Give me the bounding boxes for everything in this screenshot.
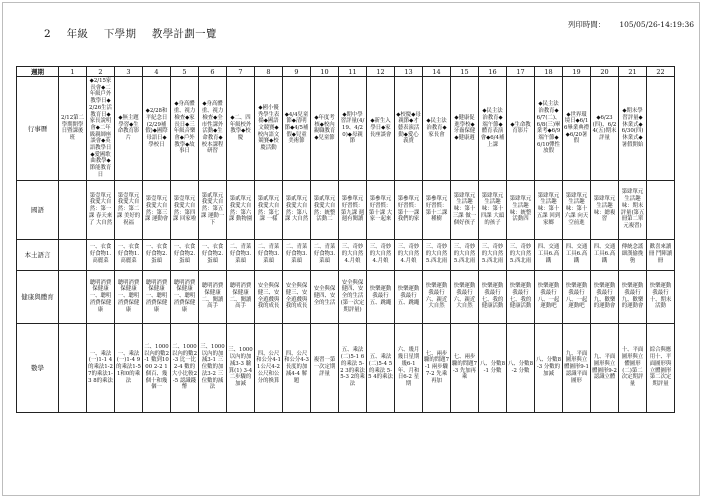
plan-cell-text: ◆校慶◆母親節◆才藝表演活動◆愛心義賣 (396, 111, 421, 145)
plan-cell-text: 一、衣食好食物2.蛋頭 (145, 244, 168, 264)
week-number: 1 (59, 67, 87, 77)
plan-cell (87, 77, 115, 181)
plan-cell-text: 聰明消費保健康一、聰明消費保健康 (89, 279, 112, 313)
plan-cell (339, 270, 367, 323)
plan-cell-text: 三、奇妙的大自然5.西北雨 (453, 244, 476, 264)
plan-cell (423, 180, 451, 239)
plan-cell-text: 二、青菜好食物3.菜頭 (229, 244, 252, 264)
plan-cell (199, 323, 227, 412)
plan-cell (535, 239, 563, 270)
plan-cell-text: ◆6/23(四)、6/24(五)期末評量 (592, 114, 617, 141)
week-number: 21 (619, 67, 647, 77)
week-number: 10 (311, 67, 339, 77)
week-row (17, 67, 675, 77)
plan-cell (59, 180, 87, 239)
week-number: 13 (395, 67, 423, 77)
plan-cell-text: 八、分數8-1 分數 (480, 360, 505, 374)
plan-cell-text: 第肆單元生活趣味：第十四課 大頭的孩子 (480, 192, 505, 226)
subject-label: 數學 (17, 323, 59, 412)
plan-cell-text: 快樂運動我最行六、親近大自然 (425, 283, 448, 310)
plan-cell-text: ◆民主法治教育◆家長會 (426, 118, 447, 138)
plan-cell-text: 第貳單元我愛大自然：第七課 一樣 (257, 196, 280, 223)
plan-cell-text (59, 254, 86, 256)
plan-cell-text: ◆期末學習評量◆休業式◆6/30(四)休業式◆暑假開始 (621, 108, 644, 148)
plan-cell-text: 第貳單元我愛大自然：第六課 動物園 (228, 196, 253, 223)
plan-cell (255, 77, 283, 181)
plan-cell-text: ◆4/4兒童節◆清明節◆4/5補假◆兒童美術節 (284, 111, 309, 145)
plan-cell (171, 239, 199, 270)
plan-cell (479, 180, 507, 239)
plan-cell (283, 77, 311, 181)
week-number: 9 (283, 67, 311, 77)
plan-cell-text: 第參單元好習慣：第九課 週週有閱讀 (340, 196, 365, 223)
plan-cell-text: ◆新生入學日◆家長座談會 (369, 118, 392, 138)
plan-cell (59, 239, 87, 270)
plan-cell-text: 四、交通工具6.高鐵 (593, 244, 616, 264)
subject-label: 行事曆 (17, 77, 59, 181)
print-time (568, 19, 694, 30)
plan-cell (283, 323, 311, 412)
plan-cell (143, 270, 171, 323)
plan-cell (199, 270, 227, 323)
plan-cell (255, 323, 283, 412)
plan-cell (199, 239, 227, 270)
plan-cell-text: 聰明消費保健康一、聰明消費保健康 (145, 279, 168, 313)
plan-cell-text: 聰明消費保健康二、閱讀高手 (201, 283, 224, 310)
plan-cell-text: 三、奇妙的大自然5.西北雨 (425, 244, 448, 264)
print-time-value: 105/05/26-14:19:36 (619, 20, 694, 29)
subject-label: 本土語言 (17, 239, 59, 270)
plan-cell (283, 180, 311, 239)
week-number: 20 (591, 67, 619, 77)
plan-cell-text: 安全與保健三、安全遊戲與我的成長 (285, 283, 308, 310)
plan-cell-text: 快樂運動我最行九、歡樂的運動會 (621, 283, 644, 310)
plan-cell (451, 239, 479, 270)
plan-cell (423, 323, 451, 412)
plan-cell (619, 323, 647, 412)
plan-cell-text: 四、交通工具6.高鐵 (565, 244, 588, 264)
week-number: 15 (451, 67, 479, 77)
plan-cell (619, 270, 647, 323)
plan-cell (647, 323, 675, 412)
plan-cell-text: ◆年度考核◆校內親職教育◆兒童節 (313, 114, 336, 141)
plan-cell (283, 270, 311, 323)
plan-cell (507, 180, 535, 239)
plan-cell (507, 77, 535, 181)
plan-cell (87, 180, 115, 239)
plan-cell (507, 270, 535, 323)
plan-cell-text: ◆2/15家長會◆二年級戶外教學日◆2/26生活教育日◆家長說明會◆二年級親師座談會◆英語教學日◆愛國歌曲教學◆節能教育日 (89, 78, 112, 178)
plan-cell-text: 快樂運動我最行八、一起運動吧 (537, 283, 560, 310)
plan-cell-text: ◆無主題學習◆生命教育影片 (117, 114, 140, 141)
plan-cell-text: 五、乘法(二)5-1 6的乘法 5-2 3的乘法5-3 2的乘法 (340, 347, 365, 387)
plan-cell-text: ◆2/28和平紀念日(2/29補假)◆國際母語日◆學校日 (145, 108, 168, 148)
plan-cell-text (59, 209, 86, 211)
plan-cell (535, 77, 563, 181)
plan-cell (283, 239, 311, 270)
plan-cell-text: 第肆單元生活趣味：第十三課 做一個好孩子 (452, 192, 477, 226)
grade-number: 2 (44, 28, 51, 40)
plan-cell-text: 四、交通工具6.高鐵 (537, 244, 560, 264)
plan-cell-text: 快樂運動我最行五、跳繩 (397, 286, 420, 306)
plan-cell (143, 77, 171, 181)
native-language-row (17, 239, 675, 270)
plan-cell-text: 第肆單元生活趣味：第十六課 向天空前進 (564, 192, 589, 226)
plan-cell-text: ◆身高體重、視力檢查◆家長日◆三年級音樂會◆戶外教學◆故事日 (173, 101, 196, 155)
plan-cell (563, 77, 591, 181)
plan-cell (367, 239, 395, 270)
week-number: 22 (647, 67, 675, 77)
plan-cell-text: 一、衣食好食物2.蛋頭 (173, 244, 196, 264)
plan-cell-text: 第參單元好習慣：第十課 大家一起來 (368, 196, 393, 223)
plan-cell-text: 第肆單元生活趣味：第十五課 回到家鄉 (536, 192, 561, 226)
plan-cell-text: ◆身高體重、視力檢查◆全市性課外活動◆生命教育◆校本課程研習 (201, 101, 224, 155)
plan-cell (199, 180, 227, 239)
plan-cell (563, 239, 591, 270)
plan-cell (227, 239, 255, 270)
plan-cell-text (647, 209, 674, 211)
plan-cell (367, 270, 395, 323)
plan-cell (171, 323, 199, 412)
plan-cell (395, 270, 423, 323)
plan-cell (591, 180, 619, 239)
plan-cell-text: 快樂運動我最行八、一起運動吧 (565, 283, 588, 310)
plan-cell-text: ◆民主法治教育◆6/7(二)、6/8(三)畢業考◆6/9端午節◆6/10彈性放假 (536, 101, 561, 155)
plan-cell-text (647, 127, 674, 129)
plan-cell-text: 聰明消費保健康二、閱讀高手 (229, 283, 252, 310)
plan-cell (423, 77, 451, 181)
plan-cell (395, 239, 423, 270)
plan-cell-text: ◆國小優秀學生表揚◆國語文競賽◆校內語文競賽◆校慶活動 (257, 104, 280, 152)
plan-cell (367, 323, 395, 412)
plan-cell-text: 三、1000以內的加減3-1 三位數的加法3-2 三位數的減法 (200, 344, 225, 391)
plan-cell (115, 77, 143, 181)
page-title (44, 26, 229, 41)
plan-cell-text: 二、青菜好食物3.菜頭 (313, 244, 336, 264)
plan-cell (59, 77, 87, 181)
week-number: 14 (423, 67, 451, 77)
plan-cell-text: ◆健康促進學校◆牙齒保健◆健康週 (453, 114, 476, 141)
plan-cell (647, 180, 675, 239)
plan-cell-text: 七、兩步驟的問題7-3 先加再乘 (452, 354, 477, 381)
plan-cell (367, 77, 395, 181)
plan-cell (311, 77, 339, 181)
plan-cell (87, 323, 115, 412)
plan-cell-text: 七、兩步驟的問題7-1 兩步驟7-2 先乘再加 (424, 350, 449, 384)
plan-cell (507, 323, 535, 412)
plan-cell (143, 239, 171, 270)
plan-cell (311, 270, 339, 323)
week-number: 3 (115, 67, 143, 77)
plan-cell-text: ◆民主法治教育◆端午節◆體育表演會◆6/4補上課 (480, 108, 505, 148)
week-number: 4 (143, 67, 171, 77)
plan-cell (59, 323, 87, 412)
week-number: 12 (367, 67, 395, 77)
plan-cell-text: 八、分數8-2 分數 (508, 360, 533, 374)
plan-cell-text: 安全與保健四、安全的生活 (313, 286, 336, 306)
plan-cell-text: 快樂運動我最行十、期末活動 (649, 283, 672, 310)
plan-cell (339, 323, 367, 412)
plan-cell-text: 第壹單元我愛大自然：第三課 運動會 (144, 196, 169, 223)
plan-cell (227, 77, 255, 181)
plan-cell-text: 四、公尺和公分4-1 1公尺4-2 公尺和公分的換算 (256, 350, 281, 384)
plan-cell-text: 一、衣食好食物2.蛋頭 (201, 244, 224, 264)
plan-cell-text: 第壹單元我愛大自然：第四課 回家啦 (172, 196, 197, 223)
plan-cell (199, 77, 227, 181)
plan-cell (87, 239, 115, 270)
teaching-plan-table (16, 66, 675, 413)
plan-cell-text: ◆二、四年級校外教學◆校慶 (229, 114, 252, 141)
plan-cell-text: 第貳單元我愛大自然：第八課 大自然 (284, 196, 309, 223)
plan-cell (647, 239, 675, 270)
week-header: 週期 (17, 67, 59, 77)
plan-cell (619, 239, 647, 270)
plan-cell-text: 十、平面圖形與立體圖形(二)第二次定期評量 (621, 347, 644, 387)
plan-cell (507, 239, 535, 270)
plan-cell (451, 77, 479, 181)
plan-cell (535, 323, 563, 412)
plan-cell (255, 270, 283, 323)
week-number: 2 (87, 67, 115, 77)
plan-cell (395, 77, 423, 181)
plan-cell (451, 323, 479, 412)
plan-cell-text: 一、乘法(一)1-1 4的乘法1-2 7的乘法1-3 8的乘法 (88, 350, 113, 384)
plan-cell-text: 三、奇妙的大自然4.月娘 (369, 244, 392, 264)
plan-cell (479, 270, 507, 323)
plan-cell (311, 323, 339, 412)
week-number: 17 (507, 67, 535, 77)
plan-cell (647, 77, 675, 181)
plan-cell-text: 二、青菜好食物3.菜頭 (257, 244, 280, 264)
plan-cell-text: 四、公尺和公分4-3 長度的加減4-4 解題 (284, 350, 309, 384)
plan-cell (591, 270, 619, 323)
plan-cell (227, 270, 255, 323)
plan-cell (227, 180, 255, 239)
plan-cell-text: 聰明消費保健康一、聰明消費保健康 (173, 279, 196, 313)
plan-cell-text: 二、1000以內的數2-1 數到1000 2-2 1個百、幾個十和幾個一 (144, 344, 169, 391)
plan-cell (451, 270, 479, 323)
plan-cell-text: 三、奇妙的大自然4.月娘 (341, 244, 364, 264)
plan-cell (115, 323, 143, 412)
plan-cell (171, 180, 199, 239)
plan-cell (143, 323, 171, 412)
calendar-row (17, 77, 675, 181)
week-number: 19 (563, 67, 591, 77)
plan-cell-text (59, 296, 86, 298)
plan-cell (255, 180, 283, 239)
plan-cell-text: 快樂運動我最行七、我的健康活動 (509, 283, 532, 310)
plan-cell (143, 180, 171, 239)
plan-cell (451, 180, 479, 239)
plan-cell-text: 快樂運動我最行九、歡樂的運動會 (593, 283, 616, 310)
plan-cell-text: 聰明消費保健康一、聰明消費保健康 (117, 279, 140, 313)
plan-cell (619, 180, 647, 239)
plan-cell-text: ◆生命教育影片 (510, 121, 531, 135)
plan-cell-text: 第肆單元生活趣味：統整活動四 (509, 196, 532, 223)
plan-cell-text: 三、1000以內的加減3-3 驗算(1) 3-4 二步驟的加減 (228, 347, 253, 387)
plan-cell (395, 323, 423, 412)
plan-cell-text: 安全與保健四、安全的生活(第一次定期評量) (340, 279, 365, 313)
plan-cell (87, 270, 115, 323)
plan-cell (619, 77, 647, 181)
plan-cell-text: 第貳單元我愛大自然：第五課 運動一下 (200, 192, 225, 226)
plan-cell (563, 323, 591, 412)
plan-cell (255, 239, 283, 270)
plan-cell-text: 快樂運動我最行七、我的健康活動 (481, 283, 504, 310)
plan-cell-text: 九、平面圖形與立體圖形9-2 認識立體 (592, 354, 617, 381)
plan-cell-text: 快樂運動我最行五、跳繩 (369, 286, 392, 306)
plan-cell-text: 第貳單元我愛大自然：統整活動二 (313, 196, 336, 223)
plan-cell (171, 77, 199, 181)
week-number: 18 (535, 67, 563, 77)
plan-cell (395, 180, 423, 239)
plan-cell (647, 270, 675, 323)
plan-cell-text: 五、乘法(二)5-4 5的乘法 5-5 4的乘法 (368, 354, 393, 381)
plan-cell-text: 二、1000以內的數2-3 比一比2-4 數的大小比較2-5 認識錢幣 (172, 344, 197, 391)
plan-cell (563, 180, 591, 239)
plan-cell-text: 三、奇妙的大自然5.西北雨 (509, 244, 532, 264)
plan-cell (423, 270, 451, 323)
plan-cell (171, 270, 199, 323)
plan-cell (535, 270, 563, 323)
plan-cell-text: 三、奇妙的大自然4.月娘 (397, 244, 420, 264)
plan-cell-text: 歡喜來讀冊 鬥陣讀冊 (648, 244, 673, 264)
plan-cell (591, 77, 619, 181)
plan-cell-text: ◆期中學習評量(4/19、4/20)◆母親節 (340, 111, 365, 145)
plan-cell-text: 一、衣食好食物1.高麗菜 (89, 244, 112, 264)
plan-cell-text: ◆世界環境日◆6/16畢業典禮◆6/20暑假 (564, 111, 589, 145)
plan-cell-text: 第肆單元生活趣味：總複習 (593, 196, 616, 223)
plan-cell-text: 一、乘法(一)1-4 9的乘法1-5 1和0的乘法 (116, 350, 141, 384)
week-number: 8 (255, 67, 283, 77)
plan-cell (115, 270, 143, 323)
print-time-label: 列印時間： (567, 20, 606, 29)
plan-cell (479, 77, 507, 181)
plan-cell (59, 270, 87, 323)
plan-cell (479, 239, 507, 270)
plan-cell-text: 八、分數8-3 分數的加減 (536, 357, 561, 377)
plan-cell-text: 二、青菜好食物3.菜頭 (285, 244, 308, 264)
week-number: 6 (199, 67, 227, 77)
plan-cell (535, 180, 563, 239)
plan-cell-text: 第壹單元我愛大自然：第一課 春天來了 大自然 (88, 192, 113, 226)
plan-cell-text: 第參單元好習慣：第十二課 種樹 (425, 196, 448, 223)
plan-cell-text: 複習一第一次定期評量 (313, 357, 336, 377)
subject-label: 健康與體育 (17, 270, 59, 323)
chinese-row (17, 180, 675, 239)
plan-cell-text: 第壹單元我愛大自然：第二課 美好的祝福 (116, 192, 141, 226)
plan-cell (591, 323, 619, 412)
plan-cell-text (59, 367, 86, 369)
math-row (17, 323, 675, 412)
plan-cell-text: 傳統念謠 細漢偷挽匏 (621, 244, 644, 264)
week-number: 16 (479, 67, 507, 77)
plan-cell (339, 239, 367, 270)
plan-cell-text: 綜合與應用十、平面圖形與立體圖形第二次定期評量 (649, 347, 672, 387)
week-number: 11 (339, 67, 367, 77)
plan-cell (115, 239, 143, 270)
plan-cell (115, 180, 143, 239)
week-number: 7 (227, 67, 255, 77)
plan-cell-text: 三、奇妙的大自然5.西北雨 (481, 244, 504, 264)
title-text: 教學計劃一覽 (151, 28, 217, 40)
plan-cell (227, 323, 255, 412)
semester-label: 下學期 (103, 28, 137, 40)
plan-cell-text: 快樂運動我最行六、親近大自然 (453, 283, 476, 310)
plan-cell-text: 2/12第二學期開學日暨課後班 (61, 114, 84, 141)
plan-cell (311, 239, 339, 270)
plan-cell (339, 77, 367, 181)
plan-cell (563, 270, 591, 323)
plan-cell (591, 239, 619, 270)
plan-cell (311, 180, 339, 239)
plan-cell-text: 第肆單元生活趣味：期末評量(第五冊第二單元複習) (620, 189, 645, 229)
plan-cell (423, 239, 451, 270)
health-pe-row (17, 270, 675, 323)
grade-label: 年級 (66, 28, 89, 40)
plan-cell (339, 180, 367, 239)
plan-cell-text: 第參單元好習慣：第十一課 我們的家 (397, 196, 420, 223)
subject-label: 國語 (17, 180, 59, 239)
plan-cell-text: 六、幾月幾日星期幾6-1 年、月和日6-2 星期 (397, 347, 420, 387)
plan-cell (479, 323, 507, 412)
plan-cell-text: 安全與保健三、安全遊戲與我的成長 (257, 283, 280, 310)
plan-cell (367, 180, 395, 239)
week-number: 5 (171, 67, 199, 77)
plan-cell-text: 一、衣食好食物1.高麗菜 (117, 244, 140, 264)
plan-cell-text: 九、平面圖形與立體圖形9-1 認識平面圖形 (564, 350, 589, 384)
